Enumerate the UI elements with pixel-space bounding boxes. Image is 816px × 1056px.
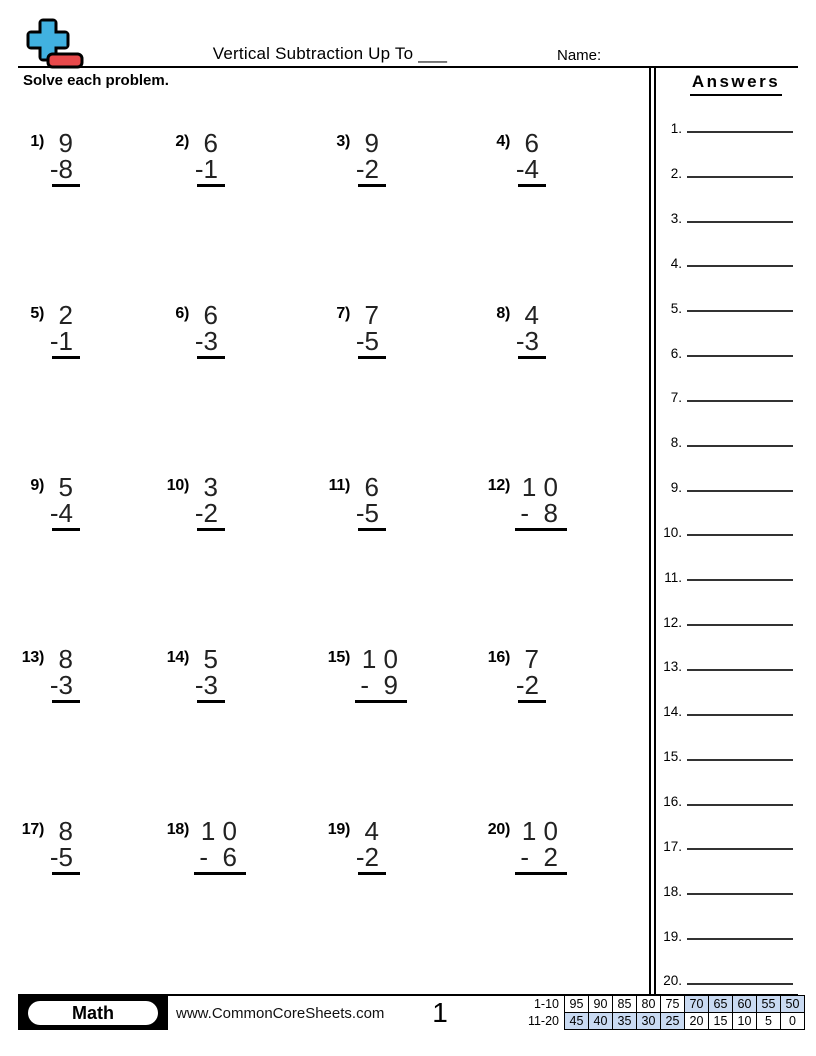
score-cell: 95	[565, 996, 589, 1013]
score-cell: 80	[637, 996, 661, 1013]
problem-minuend: 4	[524, 300, 539, 330]
problem-minuend: 4	[364, 816, 379, 846]
answer-blank-line	[687, 759, 793, 761]
problem-minuend: 1 0	[521, 472, 558, 502]
problem-digits	[194, 302, 218, 359]
problem-subtrahend: -2	[355, 842, 379, 872]
problem-digits	[49, 818, 73, 875]
answer-row	[656, 810, 816, 855]
answer-row	[656, 496, 816, 541]
answer-number: 9.	[670, 480, 682, 496]
score-cell: 30	[637, 1013, 661, 1030]
answer-row	[656, 765, 816, 810]
problem-subtrahend: -1	[194, 154, 218, 184]
answer-row	[656, 630, 816, 675]
answer-number: 7.	[670, 390, 682, 406]
answer-number: 17.	[663, 838, 682, 854]
answer-number: 3.	[670, 211, 682, 227]
problem-answer-line	[52, 356, 80, 359]
problem-answer-line	[52, 528, 80, 531]
page-title: Vertical Subtraction Up To ___	[212, 44, 448, 63]
score-cell: 75	[661, 996, 685, 1013]
answer-number: 2.	[670, 166, 682, 182]
problem-digits	[515, 818, 558, 875]
problem-digits	[194, 474, 218, 531]
score-row	[521, 1013, 805, 1030]
problem-digits	[194, 646, 218, 703]
problem-answer-line	[518, 356, 546, 359]
problem-digits	[515, 474, 558, 531]
answer-blank-line	[687, 490, 793, 492]
problem-minuend: 3	[203, 472, 218, 502]
answer-row	[656, 316, 816, 361]
website-link: www.CommonCoreSheets.com	[176, 1004, 385, 1022]
answer-blank-line	[687, 131, 793, 133]
problem	[324, 466, 484, 638]
problem-minuend: 1 0	[200, 816, 237, 846]
problem	[163, 466, 324, 638]
problem-subtrahend: -3	[515, 326, 539, 356]
problem-answer-line	[515, 872, 567, 875]
score-table	[521, 995, 805, 1030]
score-cell: 85	[613, 996, 637, 1013]
answer-number: 15.	[663, 749, 682, 765]
answer-number: 5.	[670, 300, 682, 316]
answer-blank-line	[687, 669, 793, 671]
problem	[324, 122, 484, 294]
problem-subtrahend: -3	[194, 670, 218, 700]
problem-digits	[515, 302, 539, 359]
problem	[18, 466, 163, 638]
problem-number: 12)	[487, 477, 510, 494]
plus-minus-logo-icon	[20, 16, 86, 70]
problem-answer-line	[197, 184, 225, 187]
problem-number: 4)	[496, 133, 510, 150]
problem-minuend: 6	[524, 128, 539, 158]
answer-row	[656, 944, 816, 989]
problem-number: 2)	[175, 133, 189, 150]
answers-heading: Answers	[690, 72, 782, 96]
problem-subtrahend: -8	[49, 154, 73, 184]
problem	[484, 294, 650, 466]
answer-blank-line	[687, 983, 793, 985]
answer-number: 10.	[663, 524, 682, 540]
problem	[18, 638, 163, 810]
answer-blank-line	[687, 310, 793, 312]
answer-number: 14.	[663, 704, 682, 720]
instructions-text: Solve each problem.	[23, 72, 169, 89]
problem-answer-line	[358, 528, 386, 531]
problem-answer-line	[518, 184, 546, 187]
problem-number: 1)	[30, 133, 44, 150]
answer-row	[656, 406, 816, 451]
problem-digits	[355, 302, 379, 359]
answer-number: 6.	[670, 345, 682, 361]
score-cell: 45	[565, 1013, 589, 1030]
problem-number: 16)	[487, 649, 510, 666]
answer-number: 12.	[663, 614, 682, 630]
subject-badge-label: Math	[28, 1001, 158, 1025]
score-range-label: 1-10	[533, 997, 559, 1011]
answer-row	[656, 899, 816, 944]
problem-digits	[355, 818, 379, 875]
problem-answer-line	[197, 528, 225, 531]
problem-answer-line	[358, 872, 386, 875]
problem	[163, 810, 324, 982]
answer-blank-line	[687, 445, 793, 447]
problem-digits	[194, 818, 237, 875]
problem	[18, 810, 163, 982]
answer-number: 11.	[664, 569, 682, 585]
answer-number: 1.	[670, 121, 682, 137]
problem-digits	[194, 130, 218, 187]
score-cell: 35	[613, 1013, 637, 1030]
answer-number: 4.	[670, 255, 682, 271]
problem-number: 5)	[30, 305, 44, 322]
problem-subtrahend: -3	[49, 670, 73, 700]
problem	[484, 638, 650, 810]
problem-minuend: 7	[364, 300, 379, 330]
answers-panel	[649, 67, 816, 995]
problem-minuend: 9	[58, 128, 73, 158]
score-cell: 5	[757, 1013, 781, 1030]
answer-row	[656, 540, 816, 585]
problem	[18, 294, 163, 466]
problem-answer-line	[358, 356, 386, 359]
answer-row	[656, 585, 816, 630]
problem-subtrahend: -1	[49, 326, 73, 356]
answer-blank-line	[687, 848, 793, 850]
problem-answer-line	[197, 356, 225, 359]
problem	[484, 122, 650, 294]
answer-row	[656, 854, 816, 899]
problem-minuend: 6	[364, 472, 379, 502]
problem-number: 11)	[328, 477, 350, 494]
problem-subtrahend: -5	[355, 326, 379, 356]
answer-blank-line	[687, 893, 793, 895]
problem	[18, 122, 163, 294]
problem-minuend: 2	[58, 300, 73, 330]
problem-answer-line	[358, 184, 386, 187]
problem-minuend: 6	[203, 128, 218, 158]
problems-grid	[18, 122, 650, 982]
problem-number: 19)	[327, 821, 350, 838]
problem-subtrahend: - 6	[199, 842, 237, 872]
answer-blank-line	[687, 534, 793, 536]
score-cell: 55	[757, 996, 781, 1013]
problem-subtrahend: -4	[515, 154, 539, 184]
problem-digits	[49, 474, 73, 531]
answer-number: 16.	[663, 794, 682, 809]
score-cell: 90	[589, 996, 613, 1013]
problem-digits	[355, 130, 379, 187]
problem	[324, 638, 484, 810]
problem-number: 8)	[496, 305, 510, 322]
answer-blank-line	[687, 355, 793, 357]
problem-number: 3)	[336, 133, 350, 150]
problem-minuend: 9	[364, 128, 379, 158]
name-label: Name:	[557, 47, 602, 64]
problem-digits	[49, 302, 73, 359]
problem-answer-line	[194, 872, 246, 875]
problem-answer-line	[515, 528, 567, 531]
answer-blank-line	[687, 938, 793, 940]
problem-minuend: 1 0	[361, 644, 398, 674]
answer-number: 18.	[663, 883, 682, 899]
answer-row	[656, 182, 816, 227]
answer-blank-line	[687, 400, 793, 402]
answer-blank-line	[687, 804, 793, 806]
problem-number: 10)	[166, 477, 189, 494]
score-cell: 65	[709, 996, 733, 1013]
problem	[163, 122, 324, 294]
problem	[484, 466, 650, 638]
problem-minuend: 5	[58, 472, 73, 502]
problem-minuend: 5	[203, 644, 218, 674]
score-row	[521, 996, 805, 1013]
problem-number: 9)	[30, 477, 44, 494]
score-cell: 60	[733, 996, 757, 1013]
problem-minuend: 8	[58, 816, 73, 846]
problem-answer-line	[52, 700, 80, 703]
problem-subtrahend: -5	[49, 842, 73, 872]
problem-subtrahend: - 8	[520, 498, 558, 528]
answer-row	[656, 227, 816, 272]
problem-digits	[355, 474, 379, 531]
answer-blank-line	[687, 714, 793, 716]
problem-minuend: 6	[203, 300, 218, 330]
answer-blank-line	[687, 176, 793, 178]
score-cell: 25	[661, 1013, 685, 1030]
problem-answer-line	[52, 872, 80, 875]
problem-digits	[49, 130, 73, 187]
answer-blank-line	[687, 624, 793, 626]
answers-list	[656, 92, 816, 989]
answer-blank-line	[687, 221, 793, 223]
problem-number: 13)	[21, 649, 44, 666]
problem-number: 6)	[175, 305, 189, 322]
score-cell: 70	[685, 996, 709, 1013]
problem-answer-line	[518, 700, 546, 703]
answer-blank-line	[687, 265, 793, 267]
problem-number: 17)	[21, 821, 44, 838]
answer-row	[656, 451, 816, 496]
problem-subtrahend: - 9	[360, 670, 398, 700]
score-cell: 50	[781, 996, 805, 1013]
problem	[163, 294, 324, 466]
problem-answer-line	[52, 184, 80, 187]
problem-answer-line	[355, 700, 407, 703]
score-cell: 20	[685, 1013, 709, 1030]
problem-answer-line	[197, 700, 225, 703]
problem-digits	[515, 130, 539, 187]
problem-subtrahend: -2	[355, 154, 379, 184]
answer-number: 20.	[663, 973, 682, 989]
problem-subtrahend: -4	[49, 498, 73, 528]
answer-row	[656, 675, 816, 720]
problem-minuend: 8	[58, 644, 73, 674]
problem-number: 14)	[166, 649, 189, 666]
answer-row	[656, 92, 816, 137]
score-cell: 0	[781, 1013, 805, 1030]
problem-minuend: 1 0	[521, 816, 558, 846]
answer-number: 8.	[670, 435, 682, 451]
score-table-body	[521, 996, 805, 1030]
score-cell: 10	[733, 1013, 757, 1030]
problem-digits	[49, 646, 73, 703]
problem-subtrahend: - 2	[520, 842, 558, 872]
problem-minuend: 7	[524, 644, 539, 674]
score-cell: 40	[589, 1013, 613, 1030]
problem-subtrahend: -2	[194, 498, 218, 528]
problem-digits	[355, 646, 398, 703]
problem	[163, 638, 324, 810]
problem-subtrahend: -2	[515, 670, 539, 700]
subject-badge	[18, 996, 168, 1030]
problem-subtrahend: -5	[355, 498, 379, 528]
score-range-label: 11-20	[527, 1014, 559, 1028]
problem-number: 20)	[487, 821, 510, 838]
problem	[324, 294, 484, 466]
page-number: 1	[432, 997, 448, 1028]
problem-subtrahend: -3	[194, 326, 218, 356]
problem	[484, 810, 650, 982]
problem-number: 18)	[166, 821, 189, 838]
answer-number: 13.	[663, 659, 682, 675]
problem-digits	[515, 646, 539, 703]
answer-row	[656, 720, 816, 765]
answer-row	[656, 137, 816, 182]
problem	[324, 810, 484, 982]
problem-number: 7)	[336, 305, 350, 322]
answer-number: 19.	[663, 928, 682, 944]
score-cell: 15	[709, 1013, 733, 1030]
answer-row	[656, 271, 816, 316]
answer-row	[656, 361, 816, 406]
problem-number: 15)	[327, 649, 350, 666]
answer-blank-line	[687, 579, 793, 581]
